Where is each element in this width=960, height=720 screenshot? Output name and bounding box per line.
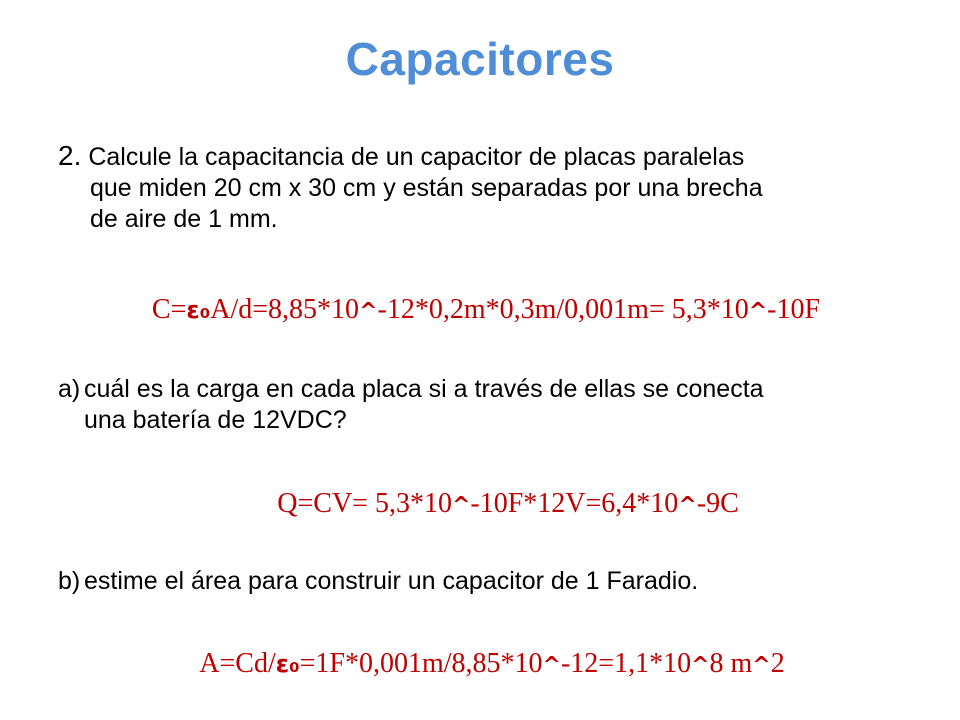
question-a-line-1: cuál es la carga en cada placa si a través de ellas se conecta — [84, 375, 764, 403]
problem-text-line-1: Calcule la capacitancia de un capacitor de placas paralelas — [88, 143, 745, 171]
question-b-line-1: estime el área para construir un capacitor de 1 Faradio. — [84, 567, 699, 595]
epsilon-zero-symbol: ε₀ — [186, 296, 211, 324]
formula-c-part-4: -10F — [767, 294, 821, 325]
formula-a-part-2: =1F*0,001m/8,85*10 — [299, 648, 543, 679]
formula-c-part-3: -12*0,2m*0,3m/0,001m= 5,3*10 — [377, 294, 749, 325]
question-a-marker: a) — [58, 375, 81, 403]
area-formula — [12, 648, 960, 680]
formula-a-part-3: -12=1,1*10 — [560, 648, 692, 679]
capacitance-formula — [6, 294, 960, 326]
formula-c-part-2: A/d=8,85*10 — [210, 294, 360, 325]
caret-symbol: ^ — [451, 493, 471, 518]
formula-a-part-1: A=Cd/ — [199, 648, 276, 679]
epsilon-zero-symbol: ε₀ — [275, 650, 300, 678]
caret-symbol: ^ — [678, 493, 697, 518]
formula-c-part-1: C= — [151, 294, 187, 325]
caret-symbol: ^ — [752, 653, 771, 678]
question-a-line-2: una batería de 12VDC? — [84, 406, 347, 434]
caret-symbol: ^ — [359, 299, 378, 324]
formula-a-part-5: 2 — [770, 648, 785, 679]
formula-a-part-4: 8 m — [709, 648, 753, 679]
problem-number: 2. — [58, 140, 82, 171]
formula-q-part-2: -10F*12V=6,4*10 — [470, 488, 679, 519]
problem-text-line-2: que miden 20 cm x 30 cm y están separadas por una brecha — [90, 174, 763, 202]
problem-statement — [58, 140, 918, 235]
problem-text-line-3: de aire de 1 mm. — [90, 205, 278, 233]
caret-symbol: ^ — [691, 653, 710, 678]
caret-symbol: ^ — [542, 653, 561, 678]
caret-symbol: ^ — [748, 299, 768, 324]
question-b-marker: b) — [58, 567, 81, 595]
slide-title: Capacitores — [345, 33, 615, 85]
question-a — [58, 374, 928, 436]
charge-formula — [28, 488, 960, 520]
question-b — [58, 566, 928, 597]
formula-q-part-3: -9C — [696, 488, 739, 519]
formula-q-part-1: Q=CV= 5,3*10 — [277, 488, 452, 519]
